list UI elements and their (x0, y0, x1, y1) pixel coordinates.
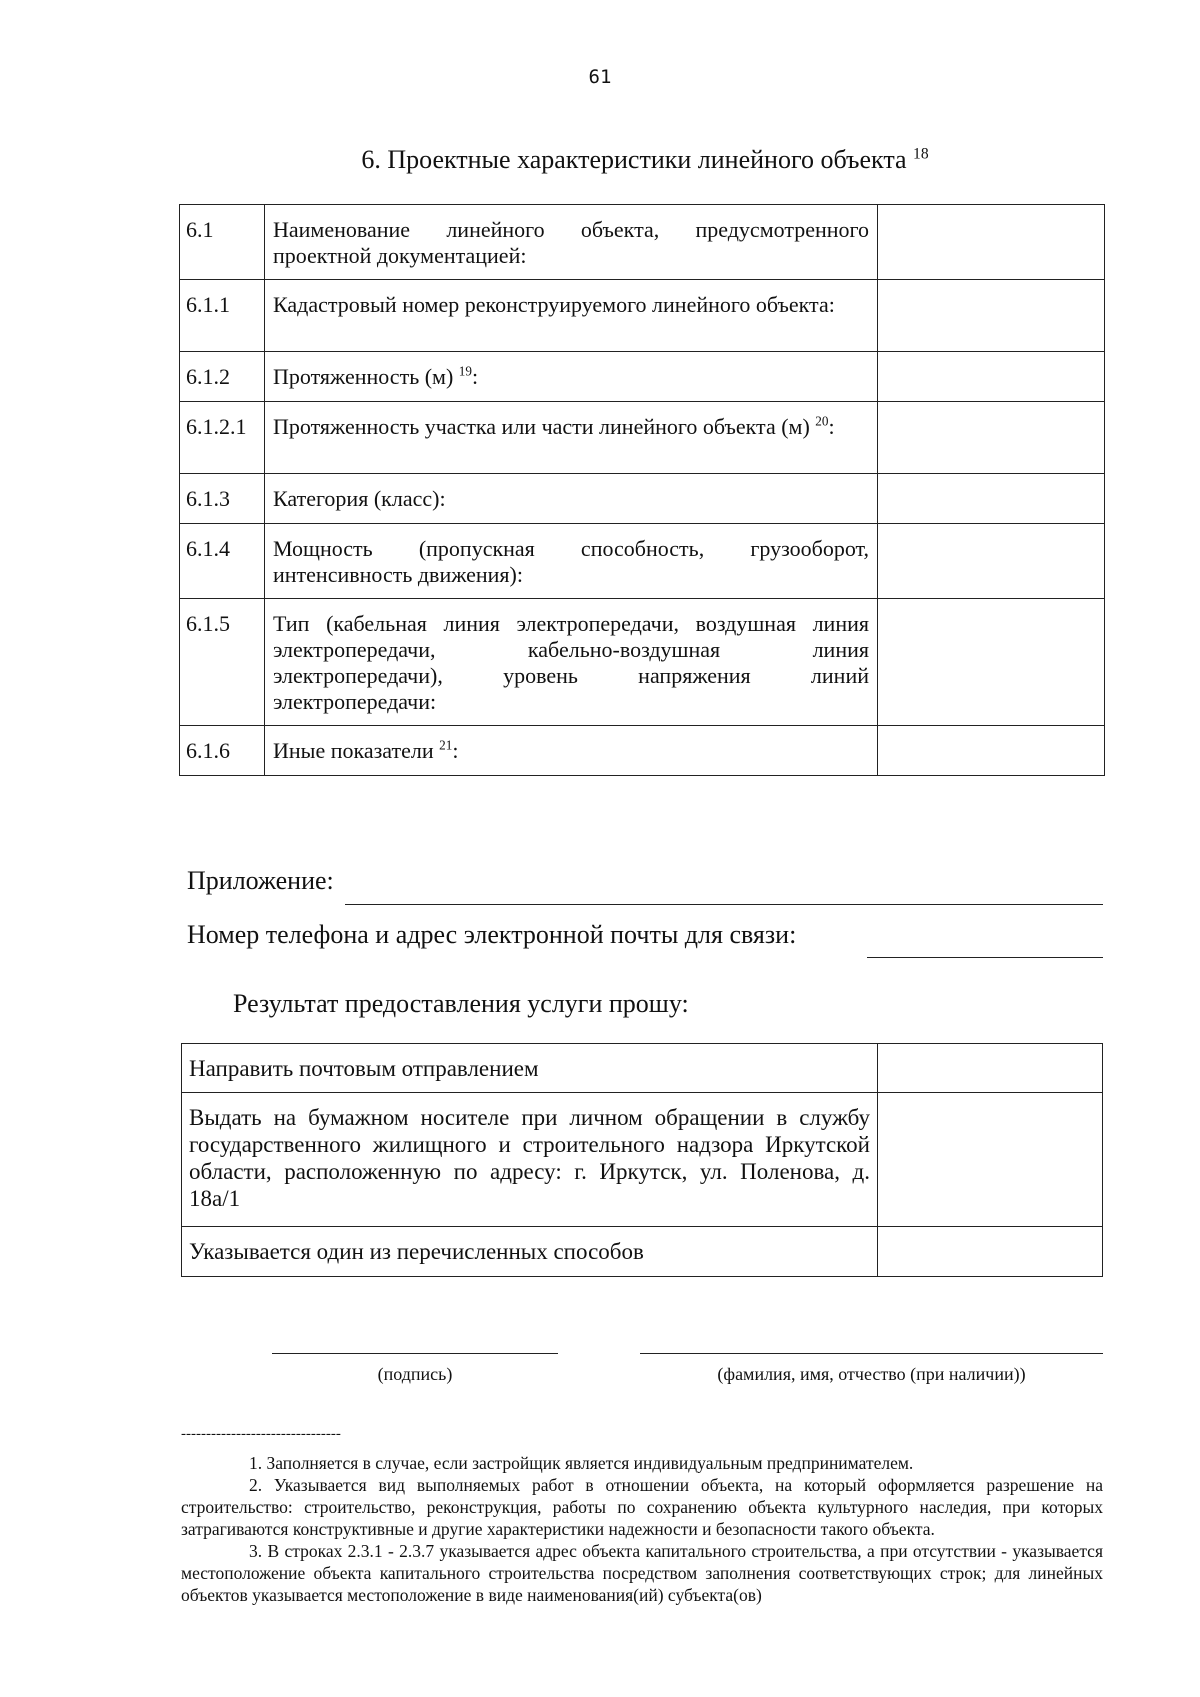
row-number: 6.1.5 (180, 599, 265, 726)
section-title-text: 6. Проектные характеристики линейного объекта (361, 145, 907, 174)
characteristics-table (179, 204, 1105, 776)
row-value-cell[interactable] (878, 599, 1105, 726)
section-title (180, 145, 1110, 175)
row-value-cell[interactable] (878, 280, 1105, 352)
row-number: 6.1.6 (180, 726, 265, 776)
table-row (180, 280, 1105, 352)
result-method-table (181, 1043, 1103, 1277)
footnote-ref-19: 19 (458, 363, 472, 379)
contact-fill-line[interactable] (867, 957, 1103, 958)
full-name-line[interactable] (640, 1353, 1103, 1354)
footnote-item: 3. В строках 2.3.1 - 2.3.7 указывается адрес объекта капитального строительства, а при отсутствии - указывается местоположение объекта капитального строительства посредством заполнения соответствующих строк; для линейных объектов указывается местоположение в виде наименования(ий) субъекта(ов) (181, 1541, 1103, 1605)
signature-line[interactable] (272, 1353, 558, 1354)
footnote-ref-21: 21 (439, 737, 453, 753)
footnote-ref-20: 20 (815, 413, 829, 429)
row-label: Иные показатели (273, 738, 434, 763)
row-label-cell: Иные показатели $^{21}$: (265, 726, 878, 776)
option-mark-cell[interactable] (878, 1093, 1103, 1227)
row-label: Категория (класс): (265, 474, 878, 524)
row-number: 6.1 (180, 205, 265, 280)
row-label-cell: Протяженность (м) $^{19}$: (265, 352, 878, 402)
row-label: Протяженность (м) (273, 364, 454, 389)
row-value-cell[interactable] (878, 726, 1105, 776)
table-row (180, 402, 1105, 474)
table-row (180, 599, 1105, 726)
row-number: 6.1.1 (180, 280, 265, 352)
table-row (182, 1093, 1103, 1227)
table-row (180, 524, 1105, 599)
footnote-item: 1. Заполняется в случае, если застройщик является индивидуальным предпринимателем. (249, 1453, 914, 1473)
table-row (180, 474, 1105, 524)
row-label: Протяженность участка или части линейного объекта (м) (273, 414, 810, 439)
row-value-cell[interactable] (878, 474, 1105, 524)
footnotes (181, 1452, 1103, 1606)
appendix-label: Приложение: (187, 866, 334, 895)
option-mark-cell[interactable] (878, 1227, 1103, 1277)
option-label: Направить почтовым отправлением (182, 1044, 878, 1093)
row-label: Тип (кабельная линия электропередачи, воздушная линия электропередачи, кабельно-воздушная линия электропередачи), уровень напряжения линий электропередачи: (265, 599, 878, 726)
row-label: Наименование линейного объекта, предусмотренного проектной документацией: (265, 205, 878, 280)
option-mark-cell[interactable] (878, 1044, 1103, 1093)
row-label-cell: Протяженность участка или части линейного объекта (м) $^{20}$: (265, 402, 878, 474)
row-value-cell[interactable] (878, 352, 1105, 402)
row-value-cell[interactable] (878, 205, 1105, 280)
footnote-separator: -------------------------------- (181, 1426, 341, 1442)
table-row (182, 1044, 1103, 1093)
footnote-item: 2. Указывается вид выполняемых работ в отношении объекта, на который оформляется разрешение на строительство: строительство, реконструкция, работы по сохранению объекта культурного наследия, при которых затрагиваются конструктивные и другие характеристики надежности и безопасности такого объекта. (181, 1475, 1103, 1539)
row-value-cell[interactable] (878, 402, 1105, 474)
table-row (180, 726, 1105, 776)
full-name-caption: (фамилия, имя, отчество (при наличии)) (717, 1364, 1026, 1384)
row-number: 6.1.2 (180, 352, 265, 402)
appendix-fill-line[interactable] (345, 904, 1103, 905)
option-label: Указывается один из перечисленных способов (182, 1227, 878, 1277)
table-row (182, 1227, 1103, 1277)
row-number: 6.1.2.1 (180, 402, 265, 474)
row-number: 6.1.4 (180, 524, 265, 599)
footnote-ref-18: 18 (913, 145, 929, 163)
row-value-cell[interactable] (878, 524, 1105, 599)
row-label: Кадастровый номер реконструируемого линейного объекта: (265, 280, 878, 352)
signature-caption: (подпись) (377, 1364, 453, 1384)
row-number: 6.1.3 (180, 474, 265, 524)
table-row (180, 205, 1105, 280)
option-label: Выдать на бумажном носителе при личном обращении в службу государственного жилищного и строительного надзора Иркутской области, расположенную по адресу: г. Иркутск, ул. Поленова, д. 18а/1 (182, 1093, 878, 1227)
result-method-label: Результат предоставления услуги прошу: (233, 989, 689, 1018)
contact-label: Номер телефона и адрес электронной почты для связи: (187, 920, 797, 949)
table-row (180, 352, 1105, 402)
page-number: 61 (588, 66, 612, 88)
row-label: Мощность (пропускная способность, грузооборот, интенсивность движения): (265, 524, 878, 599)
